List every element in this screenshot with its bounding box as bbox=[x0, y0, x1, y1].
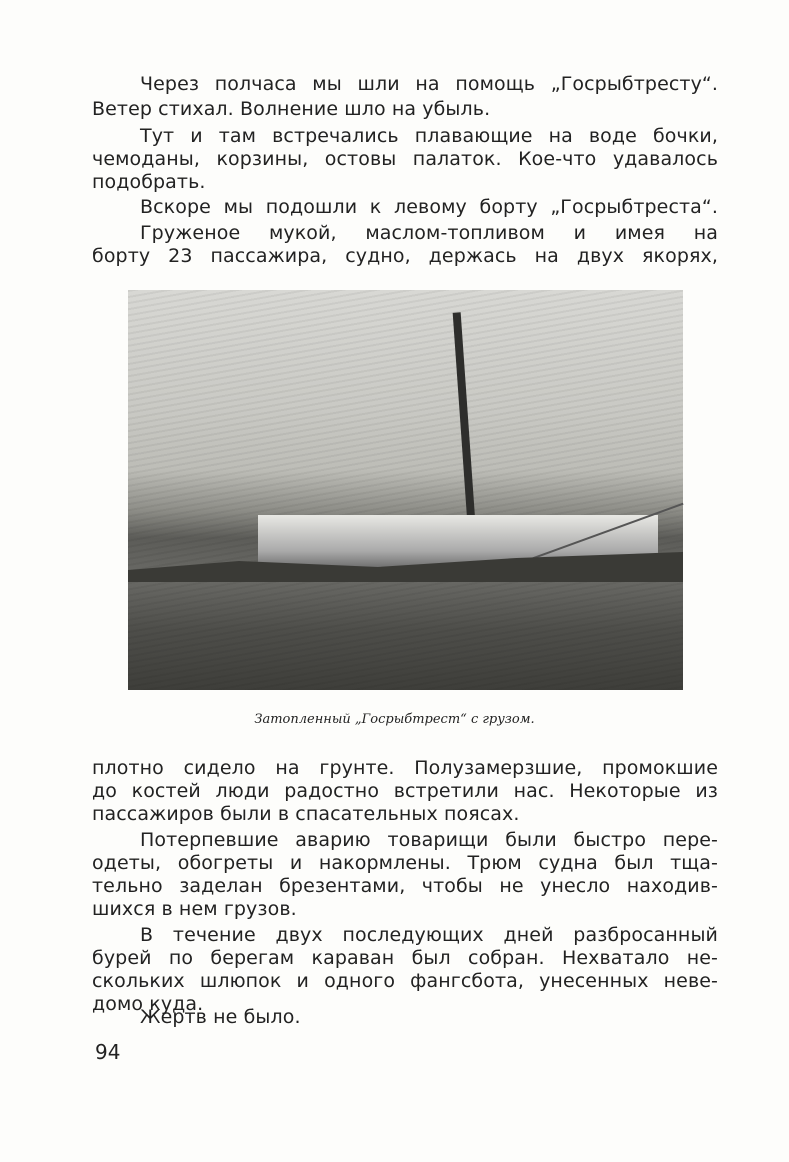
text-line: Ветер стихал. Волнение шло на убыль. bbox=[92, 98, 491, 120]
text-line: домо куда. bbox=[92, 993, 204, 1015]
photo-texture bbox=[128, 290, 683, 690]
text-line: борту 23 пассажира, судно, держась на двух якорях, bbox=[92, 245, 718, 267]
text-line: Тут и там встречались плавающие на воде бочки, bbox=[140, 125, 718, 147]
text-line: Жертв не было. bbox=[140, 1006, 301, 1028]
figure-caption: Затопленный „Госрыбтрест“ с грузом. bbox=[254, 712, 535, 727]
text-line: В течение двух последующих дней разбросанный bbox=[140, 924, 718, 946]
text-line: шихся в нем грузов. bbox=[92, 898, 297, 920]
text-line: Через полчаса мы шли на помощь „Госрыбтресту“. bbox=[140, 73, 718, 95]
page-number: 94 bbox=[95, 1040, 121, 1064]
ship-photograph bbox=[128, 290, 683, 690]
text-line: Потерпевшие аварию товарищи были быстро пере- bbox=[140, 829, 718, 851]
text-line: тельно заделан брезентами, чтобы не унесло находив- bbox=[92, 875, 718, 897]
text-line: бурей по берегам караван был собран. Нехватало не- bbox=[92, 947, 718, 969]
text-line: плотно сидело на грунте. Полузамерзшие, промокшие bbox=[92, 757, 718, 779]
text-line: Груженое мукой, маслом-топливом и имея на bbox=[140, 222, 718, 244]
text-line: подобрать. bbox=[92, 171, 206, 193]
text-line: Вскоре мы подошли к левому борту „Госрыбтреста“. bbox=[140, 196, 718, 218]
text-line: скольких шлюпок и одного фангсбота, унесенных неве- bbox=[92, 970, 718, 992]
text-line: чемоданы, корзины, остовы палаток. Кое-что удавалось bbox=[92, 148, 718, 170]
text-line: пассажиров были в спасательных поясах. bbox=[92, 803, 520, 825]
text-line: до костей люди радостно встретили нас. Некоторые из bbox=[92, 780, 718, 802]
text-line: одеты, обогреты и накормлены. Трюм судна был тща- bbox=[92, 852, 718, 874]
